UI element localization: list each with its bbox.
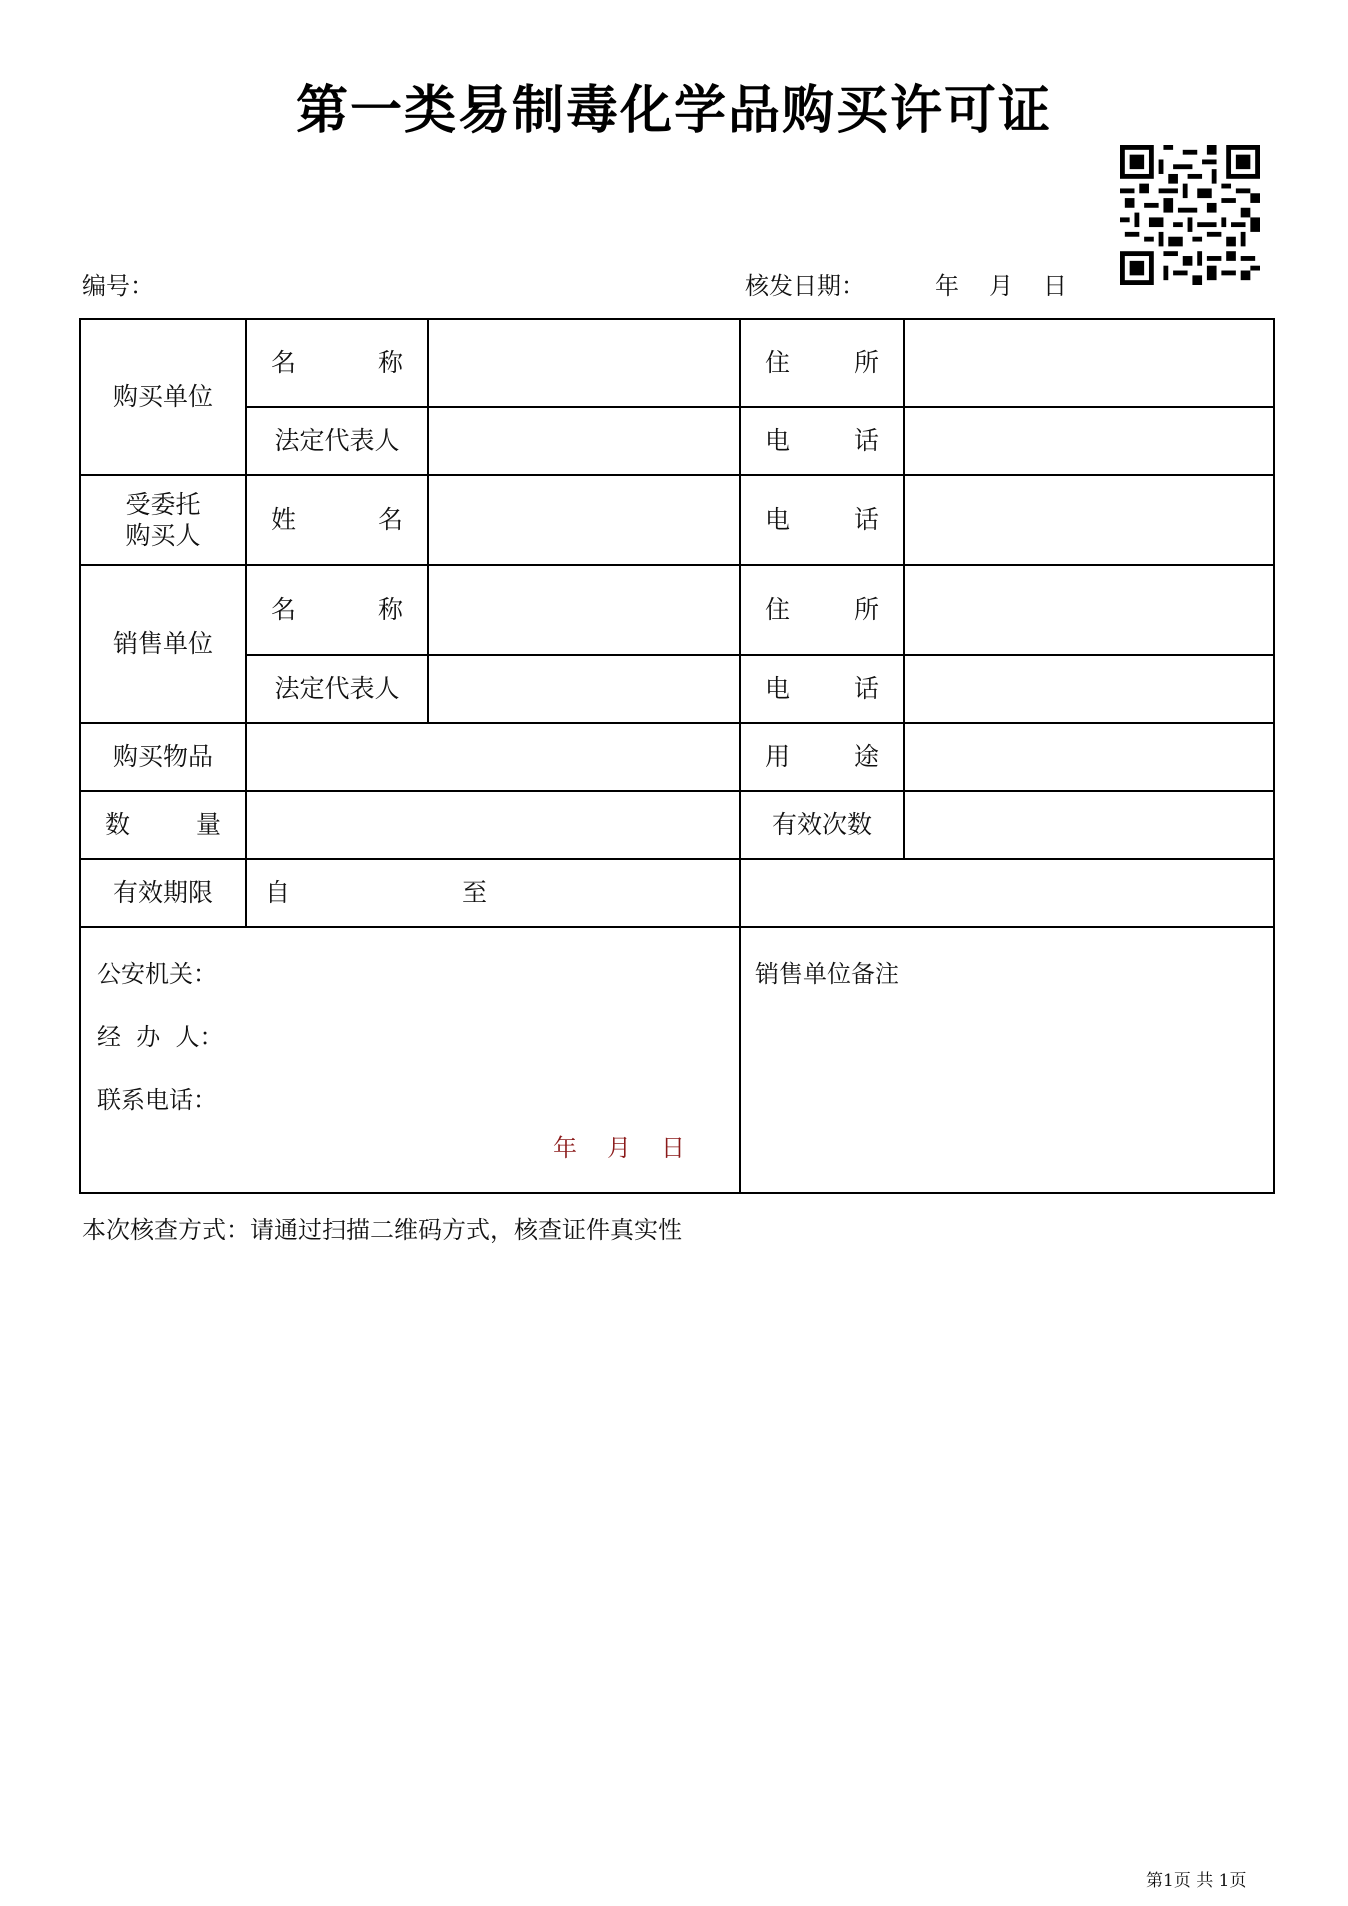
- entrusted-name-label: [247, 476, 427, 564]
- entrusted-name-char-2: 名: [377, 505, 403, 535]
- entrusted-buyer-label: 受委托 购买人: [125, 489, 201, 550]
- entrusted-phone-field[interactable]: [905, 476, 1275, 564]
- seller-unit-label: 销售单位: [112, 629, 213, 659]
- buyer-phone-char-1: 电: [765, 426, 791, 456]
- usage-char-1: 用: [765, 742, 791, 772]
- sign-month-label: 月: [607, 1134, 631, 1162]
- sign-day-label: 日: [661, 1134, 685, 1162]
- sign-date: [553, 1128, 685, 1163]
- handler-label: 经 办 人：: [97, 1023, 224, 1051]
- buyer-address-field[interactable]: [905, 320, 1275, 406]
- seller-legal-rep-field[interactable]: [429, 656, 739, 722]
- buyer-legal-rep-field[interactable]: [429, 408, 739, 474]
- issue-year-label: 年: [935, 272, 959, 300]
- usage-label: [741, 724, 903, 790]
- buyer-phone-label: [741, 408, 903, 474]
- usage-field[interactable]: [905, 724, 1275, 790]
- page-indicator: 第1页 共 1页: [1146, 1871, 1247, 1891]
- police-authority-label: 公安机关：: [97, 960, 217, 988]
- goods-label: 购买物品: [112, 742, 213, 772]
- contact-phone-label: 联系电话：: [97, 1086, 217, 1114]
- seller-name-field[interactable]: [429, 566, 739, 654]
- seller-name-char-2: 称: [377, 595, 403, 625]
- seller-phone-label: [741, 656, 903, 722]
- seller-name-char-1: 名: [271, 595, 297, 625]
- sign-year-label: 年: [553, 1134, 577, 1162]
- seller-phone-char-2: 话: [853, 674, 879, 704]
- issue-month-label: 月: [989, 272, 1013, 300]
- entrusted-phone-char-2: 话: [853, 505, 879, 535]
- seller-name-label: [247, 566, 427, 654]
- valid-times-label: 有效次数: [771, 810, 872, 840]
- buyer-name-label: [247, 320, 427, 406]
- seller-address-field[interactable]: [905, 566, 1275, 654]
- buyer-name-field[interactable]: [429, 320, 739, 406]
- valid-period-field[interactable]: [247, 860, 1275, 926]
- seller-address-char-1: 住: [765, 595, 791, 625]
- quantity-label: [81, 792, 245, 858]
- valid-times-field[interactable]: [905, 792, 1275, 858]
- buyer-unit-label: 购买单位: [112, 382, 213, 412]
- quantity-char-1: 数: [105, 810, 131, 840]
- valid-period-label: 有效期限: [112, 878, 213, 908]
- buyer-address-char-2: 所: [853, 348, 879, 378]
- entrusted-name-char-1: 姓: [271, 505, 297, 535]
- buyer-legal-rep-label: 法定代表人: [274, 426, 400, 456]
- permit-number-label: 编号：: [82, 272, 154, 300]
- issue-day-label: 日: [1043, 272, 1067, 300]
- seller-address-char-2: 所: [853, 595, 879, 625]
- seller-phone-char-1: 电: [765, 674, 791, 704]
- seller-remark-field[interactable]: [743, 990, 1273, 1190]
- usage-char-2: 途: [853, 742, 879, 772]
- entrusted-name-field[interactable]: [429, 476, 739, 564]
- verification-note: 本次核查方式：请通过扫描二维码方式，核查证件真实性: [82, 1216, 682, 1244]
- quantity-field[interactable]: [247, 792, 739, 858]
- valid-to-label: 至: [462, 878, 488, 908]
- issue-date-label: 核发日期：: [745, 272, 865, 300]
- entrusted-phone-label: [741, 476, 903, 564]
- qr-code-icon[interactable]: [1120, 145, 1260, 285]
- buyer-phone-field[interactable]: [905, 408, 1275, 474]
- issue-date: [745, 266, 1067, 301]
- seller-address-label: [741, 566, 903, 654]
- valid-from-label: 自: [265, 878, 291, 908]
- permit-table: [79, 318, 1275, 1194]
- buyer-name-char-1: 名: [271, 348, 297, 378]
- entrusted-phone-char-1: 电: [765, 505, 791, 535]
- buyer-name-char-2: 称: [377, 348, 403, 378]
- buyer-address-char-1: 住: [765, 348, 791, 378]
- seller-phone-field[interactable]: [905, 656, 1275, 722]
- quantity-char-2: 量: [195, 810, 221, 840]
- buyer-phone-char-2: 话: [853, 426, 879, 456]
- buyer-address-label: [741, 320, 903, 406]
- goods-field[interactable]: [247, 724, 739, 790]
- seller-legal-rep-label: 法定代表人: [274, 674, 400, 704]
- seller-remark-label: 销售单位备注: [755, 960, 899, 988]
- document-title: 第一类易制毒化学品购买许可证: [295, 80, 1052, 141]
